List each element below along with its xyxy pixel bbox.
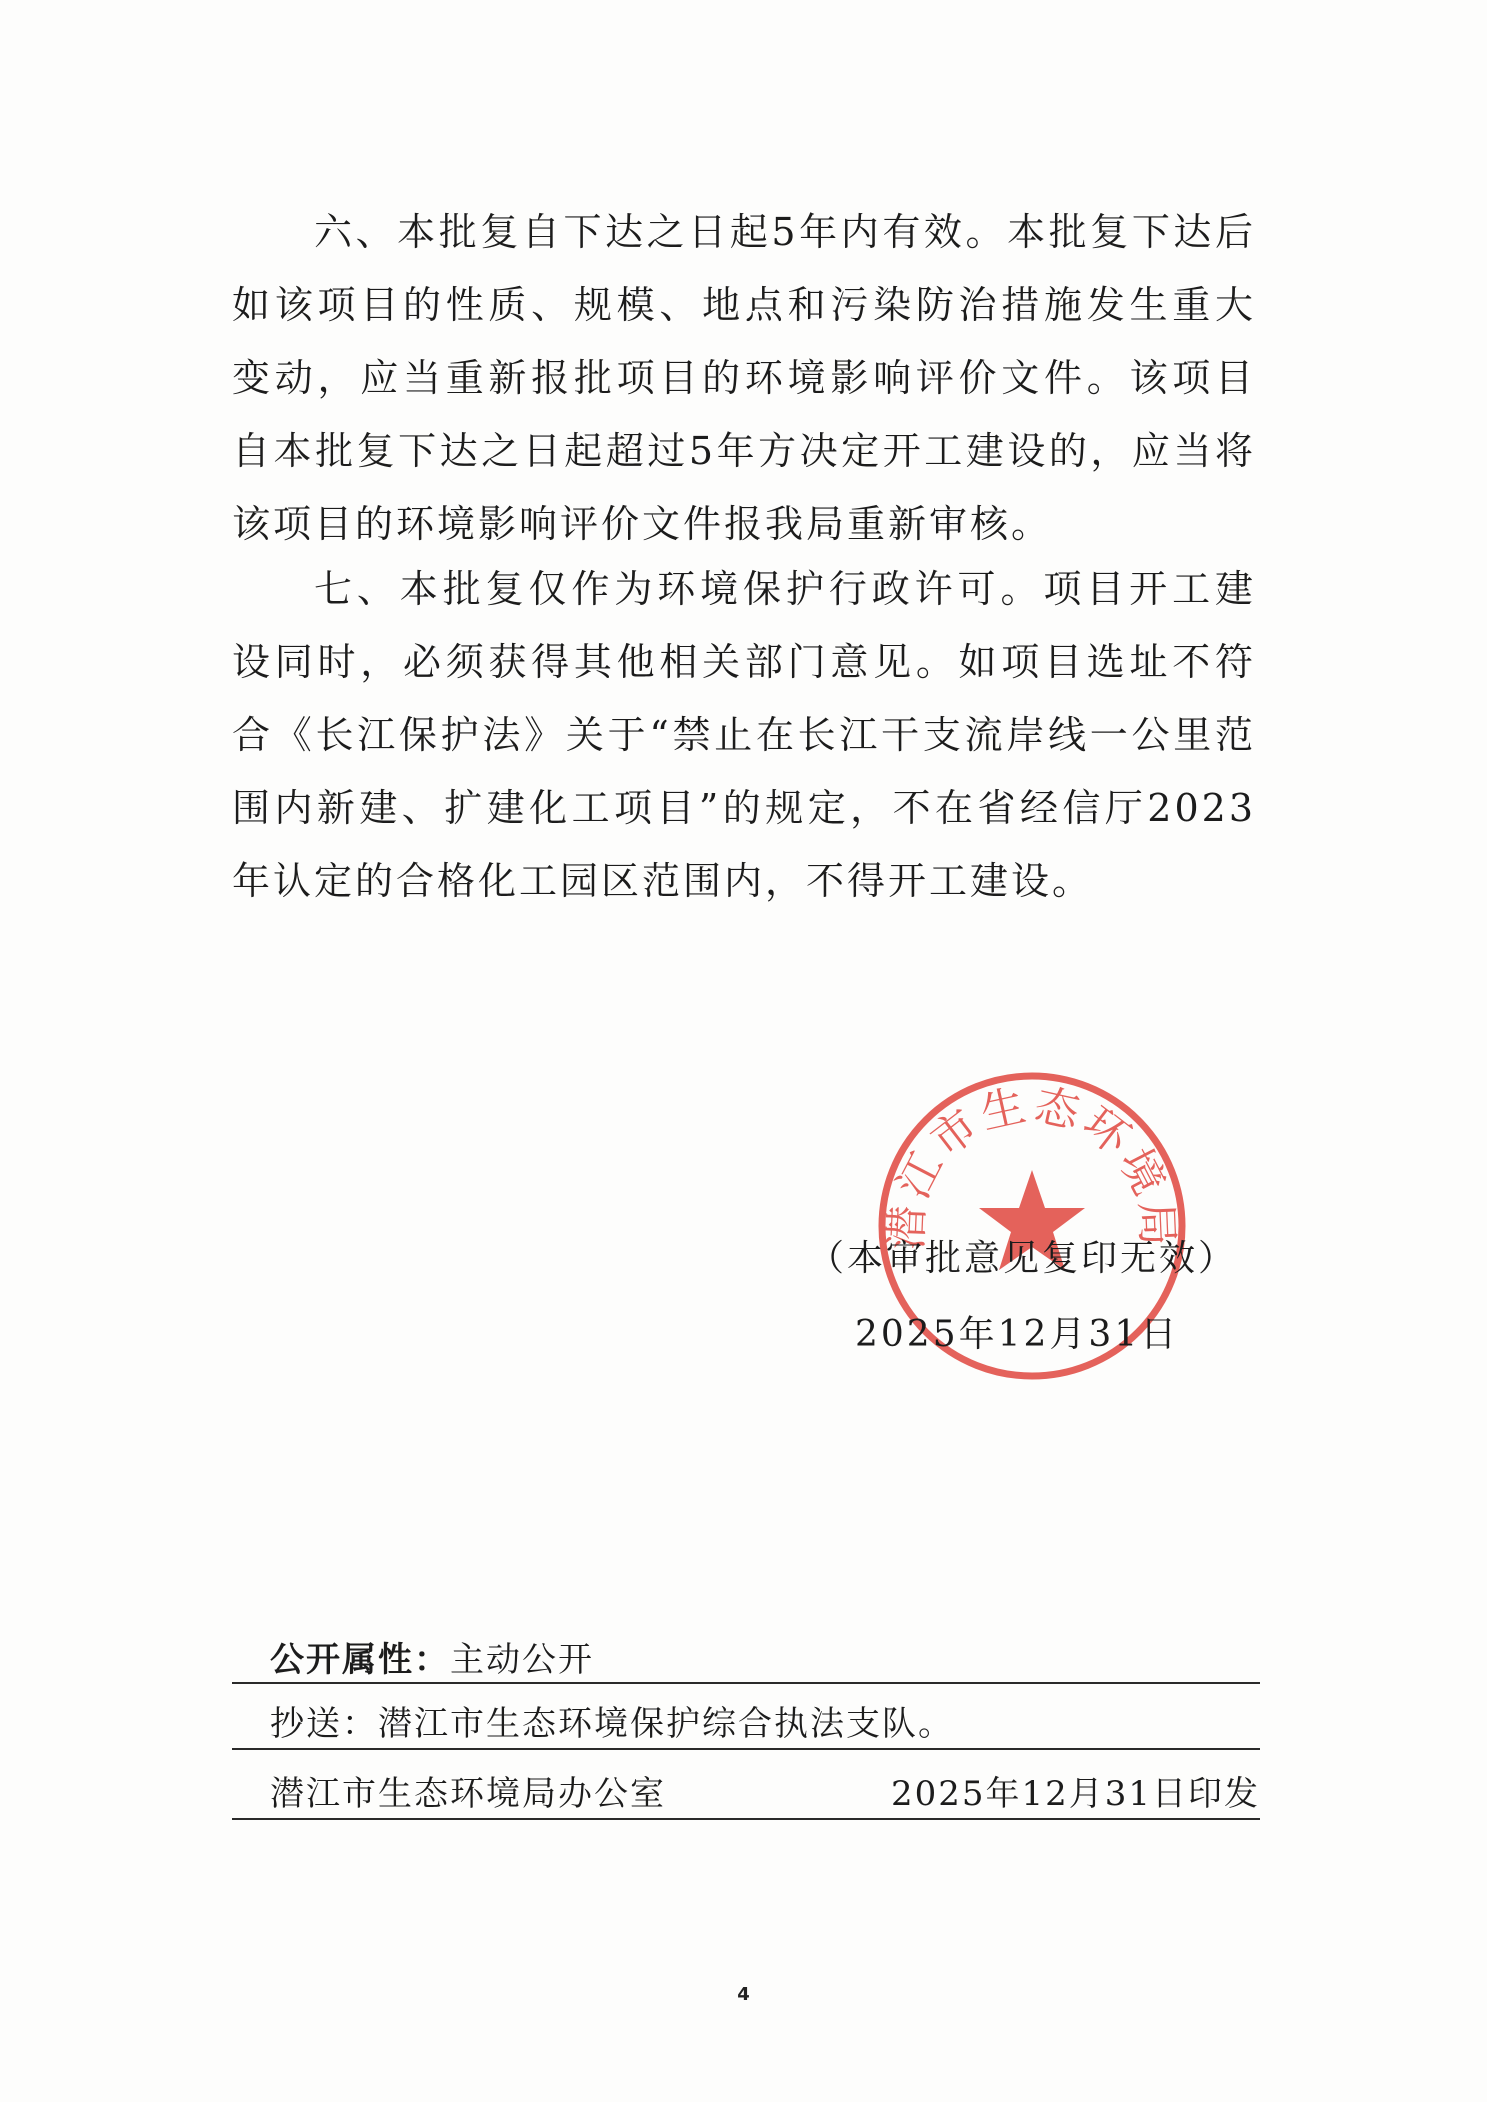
seal-text: 潜江市生态环境局: [881, 1079, 1183, 1251]
paragraph-seven: 七、本批复仅作为环境保护行政许可。项目开工建设同时，必须获得其他相关部门意见。如项目选址不符合《长江保护法》关于“禁止在长江干支流岸线一公里范围内新建、扩建化工项目”的规定，不在省经信厅2023年认定的合格化工园区范围内，不得开工建设。: [232, 567, 1256, 903]
footer-divider-3: [232, 1818, 1260, 1820]
issuing-office: 潜江市生态环境局办公室: [270, 1774, 666, 1814]
footer-divider-2: [232, 1748, 1260, 1750]
disclosure-value: 主动公开: [450, 1640, 594, 1680]
cc-value: 潜江市生态环境保护综合执法支队。: [378, 1704, 954, 1744]
issue-date: 2025年12月31日印发: [890, 1774, 1260, 1814]
disclosure-label: 公开属性：: [270, 1640, 450, 1680]
page-number: 4: [737, 1984, 750, 2005]
cc-row: [270, 1696, 954, 1745]
photocopy-invalid-note: （本审批意见复印无效）: [808, 1238, 1238, 1279]
signature-date: 2025年12月31日: [855, 1314, 1180, 1355]
disclosure-row: [270, 1632, 594, 1681]
footer-divider-1: [232, 1682, 1260, 1684]
cc-label: 抄送：: [270, 1704, 378, 1744]
paragraph-six: 六、本批复自下达之日起5年内有效。本批复下达后如该项目的性质、规模、地点和污染防治措施发生重大变动，应当重新报批项目的环境影响评价文件。该项目自本批复下达之日起超过5年方决定开工建设的，应当将该项目的环境影响评价文件报我局重新审核。: [232, 210, 1256, 546]
